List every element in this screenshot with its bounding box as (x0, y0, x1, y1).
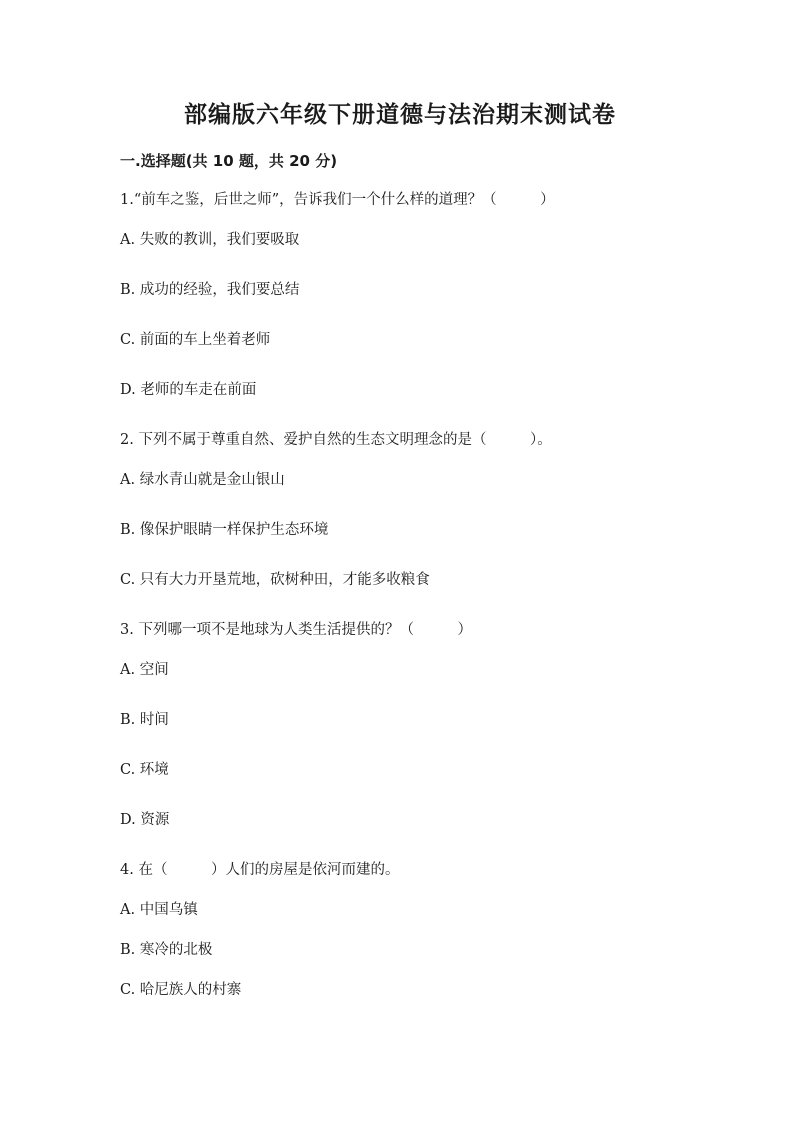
question-4-stem: 4. 在（ ）人们的房屋是依河而建的。 (120, 862, 400, 878)
question-2-option-b: B. 像保护眼睛一样保护生态环境 (120, 522, 329, 538)
question-3-option-a: A. 空间 (120, 662, 169, 678)
question-1-option-b: B. 成功的经验，我们要总结 (120, 282, 300, 298)
question-1-option-c: C. 前面的车上坐着老师 (120, 332, 271, 348)
section-heading: 一.选择题(共 10 题，共 20 分) (120, 152, 338, 170)
question-3-stem: 3. 下列哪一项不是地球为人类生活提供的？（ ） (120, 622, 472, 638)
question-4-option-b: B. 寒冷的北极 (120, 942, 213, 958)
question-1-option-d: D. 老师的车走在前面 (120, 382, 257, 398)
question-2-option-a: A. 绿水青山就是金山银山 (120, 472, 285, 488)
question-2-stem: 2. 下列不属于尊重自然、爱护自然的生态文明理念的是（ ）。 (120, 432, 552, 448)
question-1-option-a: A. 失败的教训，我们要吸取 (120, 232, 300, 248)
question-4-option-a: A. 中国乌镇 (120, 902, 198, 918)
question-3-option-c: C. 环境 (120, 762, 169, 778)
document-title: 部编版六年级下册道德与法治期末测试卷 (184, 102, 616, 128)
question-3-option-b: B. 时间 (120, 712, 169, 728)
question-4-option-c: C. 哈尼族人的村寨 (120, 982, 242, 998)
question-3-option-d: D. 资源 (120, 812, 170, 828)
question-2-option-c: C. 只有大力开垦荒地，砍树种田，才能多收粮食 (120, 572, 430, 588)
question-1-stem: 1.“前车之鉴，后世之师”，告诉我们一个什么样的道理？（ ） (120, 192, 555, 208)
